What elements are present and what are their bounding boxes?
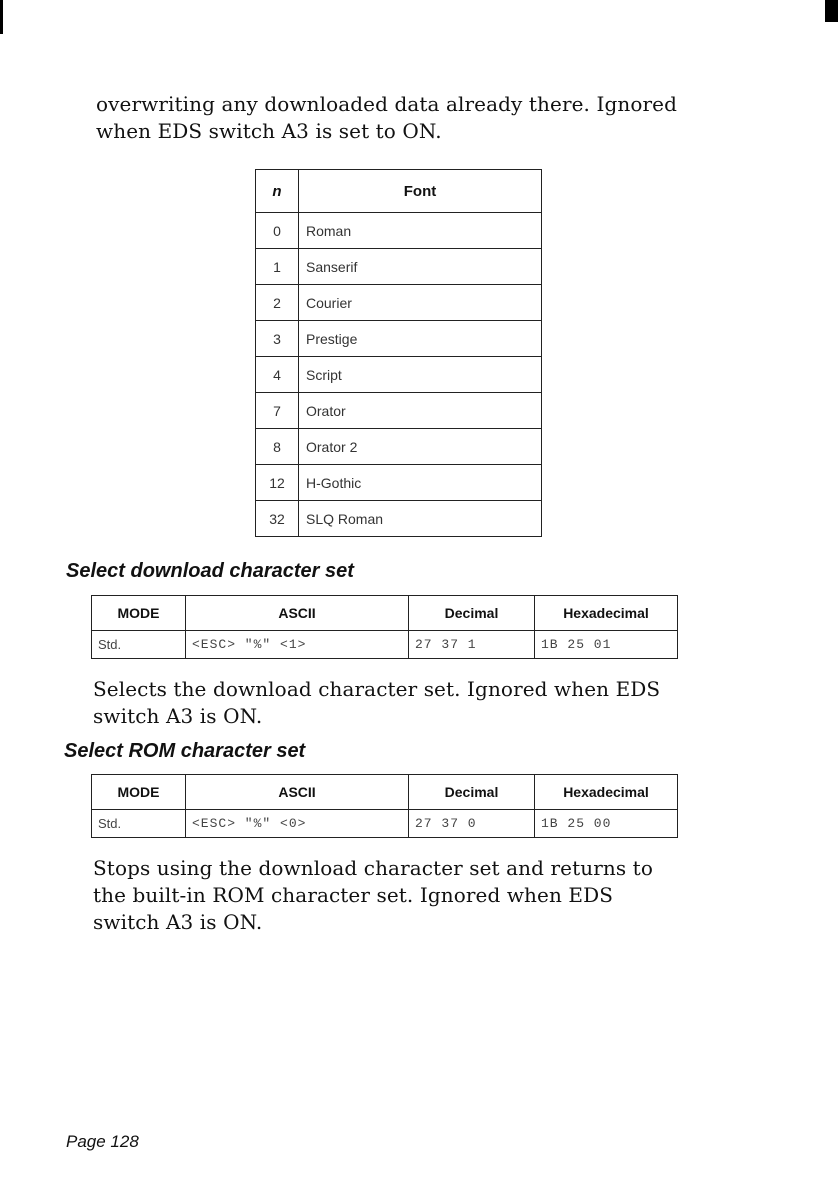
table-row bbox=[256, 465, 542, 501]
ascii-column-header: ASCII bbox=[186, 596, 409, 631]
font-table-header-n: n bbox=[256, 170, 299, 213]
decimal-column-header: Decimal bbox=[409, 596, 535, 631]
font-name: H-Gothic bbox=[299, 465, 542, 501]
font-table bbox=[255, 169, 542, 537]
ascii-cell: <ESC> "%" <1> bbox=[186, 631, 409, 659]
table-row bbox=[256, 357, 542, 393]
table-row bbox=[92, 810, 678, 838]
font-name: SLQ Roman bbox=[299, 501, 542, 537]
download-description-line-2: switch A3 is ON. bbox=[93, 704, 263, 728]
table-row bbox=[256, 213, 542, 249]
rom-description-line-2: the built-in ROM character set. Ignored when EDS bbox=[93, 883, 614, 907]
font-name: Script bbox=[299, 357, 542, 393]
table-row bbox=[256, 321, 542, 357]
ascii-column-header: ASCII bbox=[186, 775, 409, 810]
ascii-cell: <ESC> "%" <0> bbox=[186, 810, 409, 838]
decimal-column-header: Decimal bbox=[409, 775, 535, 810]
hex-column-header: Hexadecimal bbox=[535, 596, 678, 631]
font-number: 3 bbox=[256, 321, 299, 357]
intro-paragraph bbox=[96, 91, 716, 145]
font-name: Courier bbox=[299, 285, 542, 321]
rom-description-line-3: switch A3 is ON. bbox=[93, 910, 263, 934]
rom-command-table bbox=[91, 774, 678, 838]
download-description-line-1: Selects the download character set. Ignored when EDS bbox=[93, 677, 661, 701]
font-number: 2 bbox=[256, 285, 299, 321]
table-row bbox=[256, 393, 542, 429]
command-table-header-row bbox=[92, 775, 678, 810]
command-table-header-row bbox=[92, 596, 678, 631]
page-number: Page 128 bbox=[66, 1132, 139, 1151]
hex-column-header: Hexadecimal bbox=[535, 775, 678, 810]
font-name: Orator 2 bbox=[299, 429, 542, 465]
font-table-header-font: Font bbox=[299, 170, 542, 213]
table-row bbox=[256, 429, 542, 465]
mode-column-header: MODE bbox=[92, 775, 186, 810]
intro-line-1: overwriting any downloaded data already there. Ignored bbox=[96, 92, 677, 116]
rom-description-line-1: Stops using the download character set and returns to bbox=[93, 856, 653, 880]
font-number: 8 bbox=[256, 429, 299, 465]
scan-edge-mark-left bbox=[0, 0, 3, 34]
table-row bbox=[256, 501, 542, 537]
scan-edge-mark-right bbox=[825, 0, 838, 22]
download-description bbox=[93, 676, 713, 730]
font-name: Orator bbox=[299, 393, 542, 429]
font-number: 7 bbox=[256, 393, 299, 429]
download-command-table bbox=[91, 595, 678, 659]
font-number: 4 bbox=[256, 357, 299, 393]
font-number: 1 bbox=[256, 249, 299, 285]
font-number: 32 bbox=[256, 501, 299, 537]
font-name: Roman bbox=[299, 213, 542, 249]
hex-cell: 1B 25 01 bbox=[535, 631, 678, 659]
mode-column-header: MODE bbox=[92, 596, 186, 631]
font-table-header-row bbox=[256, 170, 542, 213]
table-row bbox=[256, 285, 542, 321]
decimal-cell: 27 37 1 bbox=[409, 631, 535, 659]
font-name: Prestige bbox=[299, 321, 542, 357]
table-row bbox=[92, 631, 678, 659]
intro-line-2: when EDS switch A3 is set to ON. bbox=[96, 119, 442, 143]
rom-description bbox=[93, 855, 733, 936]
mode-cell: Std. bbox=[92, 810, 186, 838]
font-number: 0 bbox=[256, 213, 299, 249]
font-number: 12 bbox=[256, 465, 299, 501]
decimal-cell: 27 37 0 bbox=[409, 810, 535, 838]
section-heading-download: Select download character set bbox=[66, 560, 354, 582]
hex-cell: 1B 25 00 bbox=[535, 810, 678, 838]
table-row bbox=[256, 249, 542, 285]
section-heading-rom: Select ROM character set bbox=[64, 740, 306, 762]
font-name: Sanserif bbox=[299, 249, 542, 285]
mode-cell: Std. bbox=[92, 631, 186, 659]
